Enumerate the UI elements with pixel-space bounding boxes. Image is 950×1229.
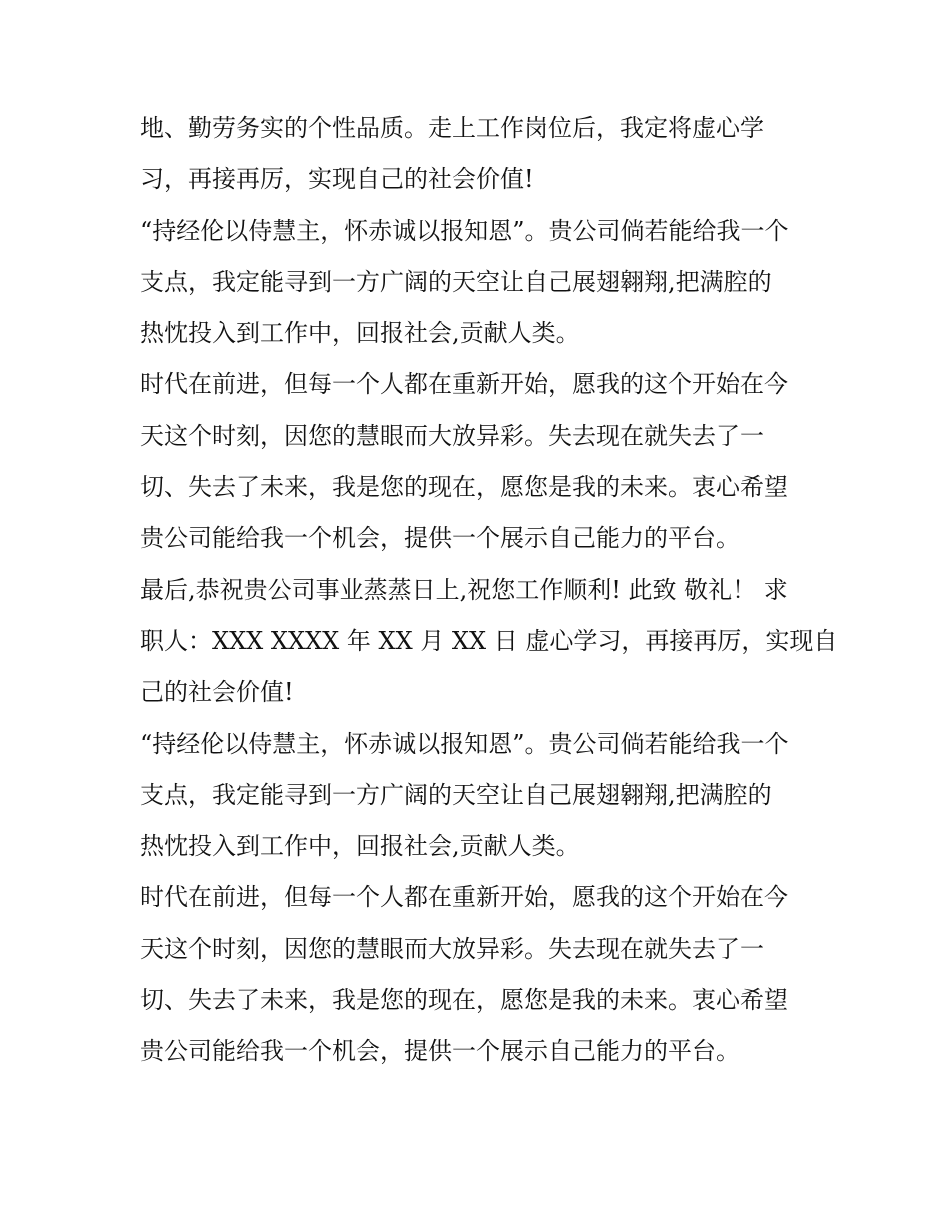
text-line: 切、失去了未来，我是您的现在，愿您是我的未来。衷心希望 — [140, 473, 788, 502]
text-line: “持经伦以侍慧主，怀赤诚以报知恩”。贵公司倘若能给我一个 — [140, 216, 789, 245]
text-line: 天这个时刻，因您的慧眼而大放异彩。失去现在就失去了一 — [140, 421, 764, 450]
text-line: 切、失去了未来，我是您的现在，愿您是我的未来。衷心希望 — [140, 986, 788, 1015]
text-line: 天这个时刻，因您的慧眼而大放异彩。失去现在就失去了一 — [140, 934, 764, 963]
text-line: 习，再接再厉，实现自己的社会价值! — [140, 165, 534, 194]
text-line: 贵公司能给我一个机会，提供一个展示自己能力的平台。 — [140, 524, 740, 553]
text-line: 地、勤劳务实的个性品质。走上工作岗位后，我定将虚心学 — [140, 114, 764, 142]
text-line: 最后,恭祝贵公司事业蒸蒸日上,祝您工作顺利! 此致 敬礼！ 求 — [140, 575, 788, 604]
document-body — [140, 103, 838, 1078]
text-line: “持经伦以侍慧主，怀赤诚以报知恩”。贵公司倘若能给我一个 — [140, 729, 789, 758]
text-line: 己的社会价值! — [140, 678, 294, 707]
text-line: 时代在前进，但每一个人都在重新开始，愿我的这个开始在今 — [140, 883, 788, 912]
text-line: 职人：XXX XXXX 年 XX 月 XX 日 虚心学习，再接再厉，实现自 — [140, 626, 838, 655]
text-line: 热忱投入到工作中，回报社会,贡献人类。 — [140, 319, 580, 348]
text-line: 热忱投入到工作中，回报社会,贡献人类。 — [140, 832, 580, 861]
text-line: 贵公司能给我一个机会，提供一个展示自己能力的平台。 — [140, 1037, 740, 1066]
text-line: 支点，我定能寻到一方广阔的天空让自己展翅翱翔,把满腔的 — [140, 267, 772, 296]
text-line: 支点，我定能寻到一方广阔的天空让自己展翅翱翔,把满腔的 — [140, 780, 772, 809]
text-line: 时代在前进，但每一个人都在重新开始，愿我的这个开始在今 — [140, 370, 788, 399]
